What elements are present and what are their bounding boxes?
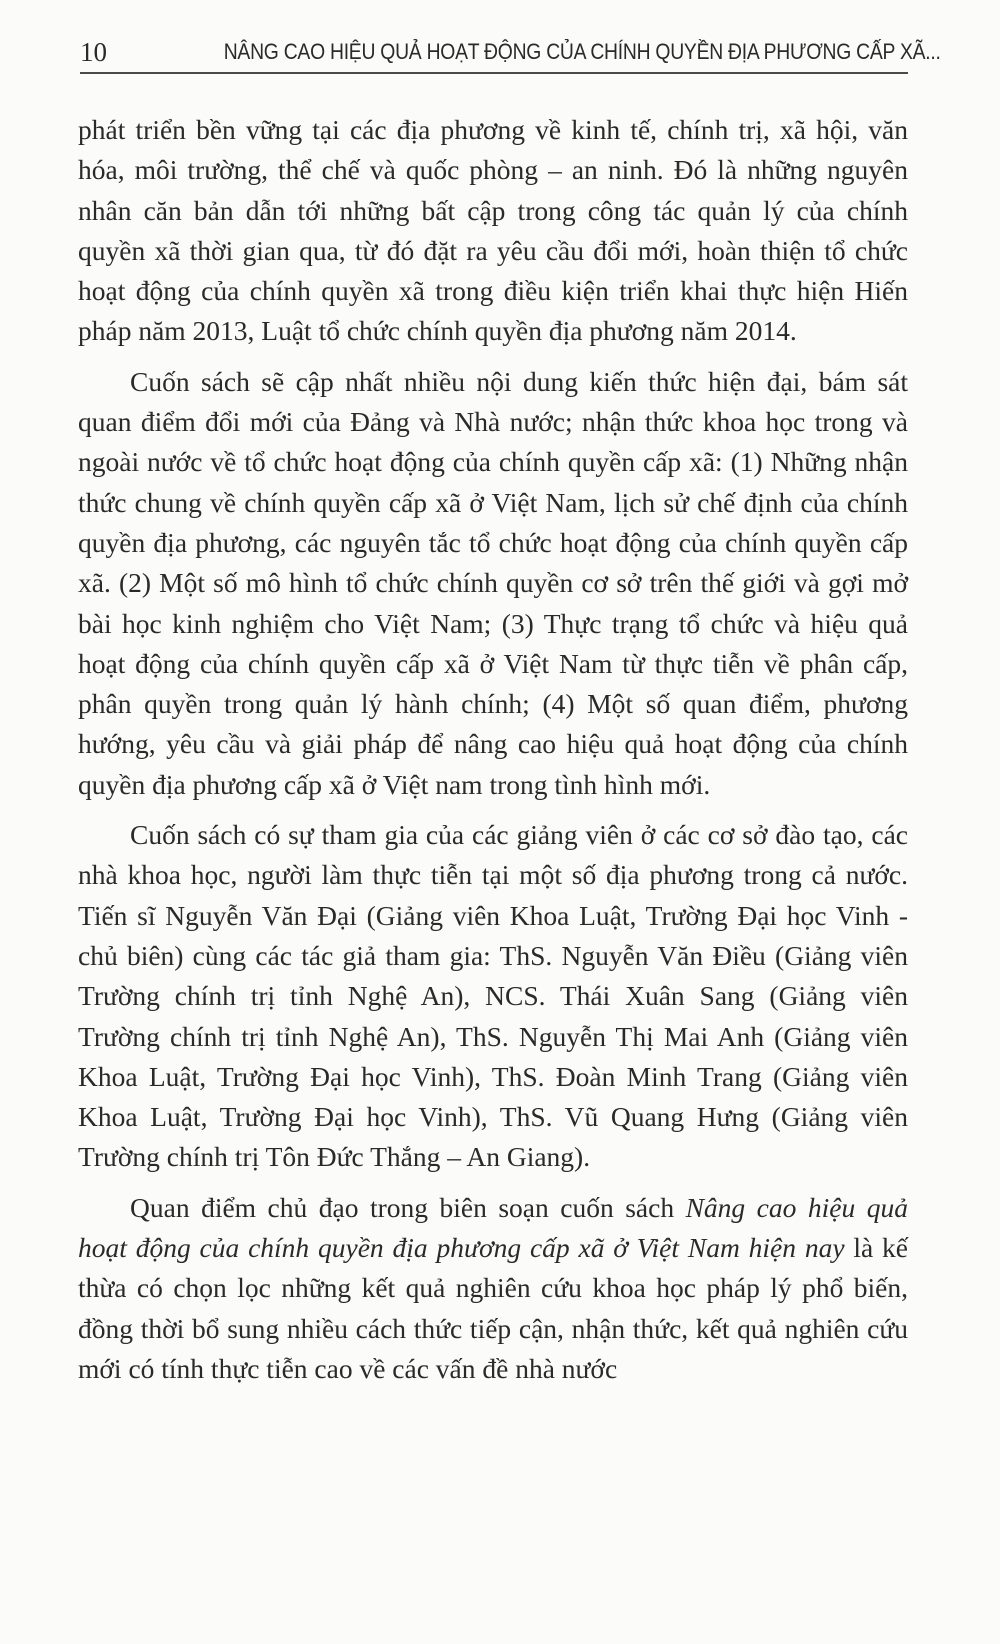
- paragraph-2: Cuốn sách sẽ cập nhất nhiều nội dung kiến thức hiện đại, bám sát quan điểm đổi mới của Đảng và Nhà nước; nhận thức khoa học trong và ngoài nước về tổ chức hoạt động của chính quyền cấp xã: (1) Những nhận thức chung về chính quyền cấp xã ở Việt Nam, lịch sử chế định của chính quyền địa phương, các nguyên tắc tổ chức hoạt động của chính quyền cấp xã. (2) Một số mô hình tổ chức chính quyền cơ sở trên thế giới và gợi mở bài học kinh nghiệm cho Việt Nam; (3) Thực trạng tổ chức và hiệu quả hoạt động của chính quyền cấp xã ở Việt Nam từ thực tiễn về phân cấp, phân quyền trong quản lý hành chính; (4) Một số quan điểm, phương hướng, yêu cầu và giải pháp để nâng cao hiệu quả hoạt động của chính quyền địa phương cấp xã ở Việt nam trong tình hình mới.: [78, 365, 908, 800]
- paragraph-3: Cuốn sách có sự tham gia của các giảng viên ở các cơ sở đào tạo, các nhà khoa học, người làm thực tiễn tại một số địa phương trong cả nước. Tiến sĩ Nguyễn Văn Đại (Giảng viên Khoa Luật, Trường Đại học Vinh - chủ biên) cùng các tác giả tham gia: ThS. Nguyễn Văn Điều (Giảng viên Trường chính trị tỉnh Nghệ An), NCS. Thái Xuân Sang (Giảng viên Trường chính trị tỉnh Nghệ An), ThS. Nguyễn Thị Mai Anh (Giảng viên Khoa Luật, Trường Đại học Vinh), ThS. Đoàn Minh Trang (Giảng viên Khoa Luật, Trường Đại học Vinh), ThS. Vũ Quang Hưng (Giảng viên Trường chính trị Tôn Đức Thắng – An Giang).: [78, 819, 908, 1173]
- paragraph-4-rest: là kế thừa có chọn lọc những kết quả nghiên cứu khoa học pháp lý phổ biến, đồng thời bổ sung nhiều cách thức tiếp cận, nhận thức, kết quả nghiên cứu mới có tính thực tiễn cao về các vấn đề nhà nước: [78, 1232, 908, 1384]
- paragraph-4-lead: Quan điểm chủ đạo trong biên soạn cuốn sách: [130, 1191, 686, 1223]
- paragraph-1: phát triển bền vững tại các địa phương về kinh tế, chính trị, xã hội, văn hóa, môi trường, thể chế và quốc phòng – an ninh. Đó là những nguyên nhân căn bản dẫn tới những bất cập trong công tác quản lý của chính quyền xã thời gian qua, từ đó đặt ra yêu cầu đổi mới, hoàn thiện tổ chức hoạt động của chính quyền xã trong điều kiện triển khai thực hiện Hiến pháp năm 2013, Luật tổ chức chính quyền địa phương năm 2014.: [78, 114, 908, 347]
- running-header: [80, 30, 941, 74]
- page-number: 10: [80, 37, 107, 67]
- body-text: [78, 110, 908, 1399]
- paragraph-4: [78, 1188, 908, 1389]
- running-title: NÂNG CAO HIỆU QUẢ HOẠT ĐỘNG CỦA CHÍNH QUYỀN ĐỊA PHƯƠNG CẤP XÃ...: [223, 39, 941, 64]
- book-title: Nâng cao hiệu quả hoạt động của chính quyền địa phương cấp xã ở Việt Nam hiện nay: [78, 1191, 908, 1264]
